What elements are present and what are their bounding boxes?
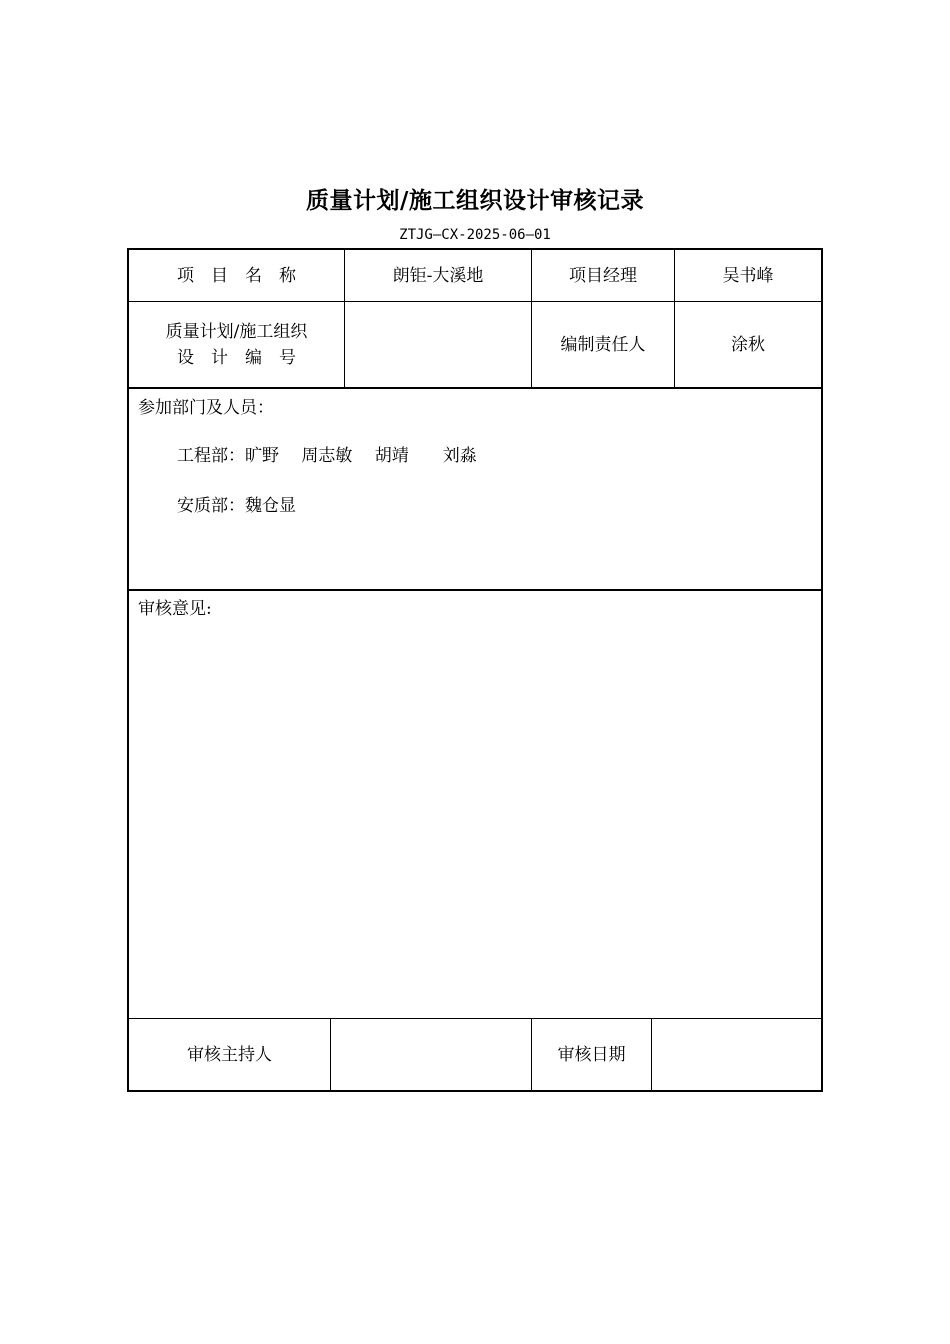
review-opinion-section[interactable]	[129, 591, 821, 1019]
project-manager-label: 项目经理	[532, 250, 675, 301]
plan-number-value[interactable]	[345, 302, 532, 387]
project-manager-value[interactable]: 吴书峰	[722, 265, 774, 286]
review-opinion-label: 审核意见:	[138, 599, 212, 619]
project-name-label: 项 目 名 称	[129, 250, 345, 301]
engineering-department-members: 工程部：旷野 周志敏 胡靖 刘淼	[177, 446, 477, 466]
plan-number-label-line2: 设 计 编 号	[177, 347, 296, 368]
review-host-label: 审核主持人	[129, 1019, 331, 1090]
participants-label: 参加部门及人员：	[138, 398, 274, 418]
review-date-label: 审核日期	[532, 1019, 652, 1090]
review-date-value[interactable]	[652, 1019, 821, 1090]
review-record-form	[127, 248, 823, 1092]
plan-number-label	[129, 302, 345, 387]
review-host-value[interactable]	[331, 1019, 532, 1090]
review-sign-row	[129, 1019, 821, 1090]
participants-section[interactable]	[129, 389, 821, 591]
project-name-value[interactable]: 朗钜-大溪地	[345, 250, 532, 301]
plan-number-label-line1: 质量计划/施工组织	[165, 321, 308, 342]
project-info-row	[129, 250, 821, 302]
preparer-label: 编制责任人	[532, 302, 675, 387]
safety-quality-department-members: 安质部：魏仓显	[177, 496, 296, 516]
document-title: 质量计划/施工组织设计审核记录	[306, 187, 644, 214]
preparer-value[interactable]: 涂秋	[731, 334, 765, 355]
plan-info-row	[129, 302, 821, 389]
document-code: ZTJG—CX-2025-06—01	[399, 227, 551, 243]
